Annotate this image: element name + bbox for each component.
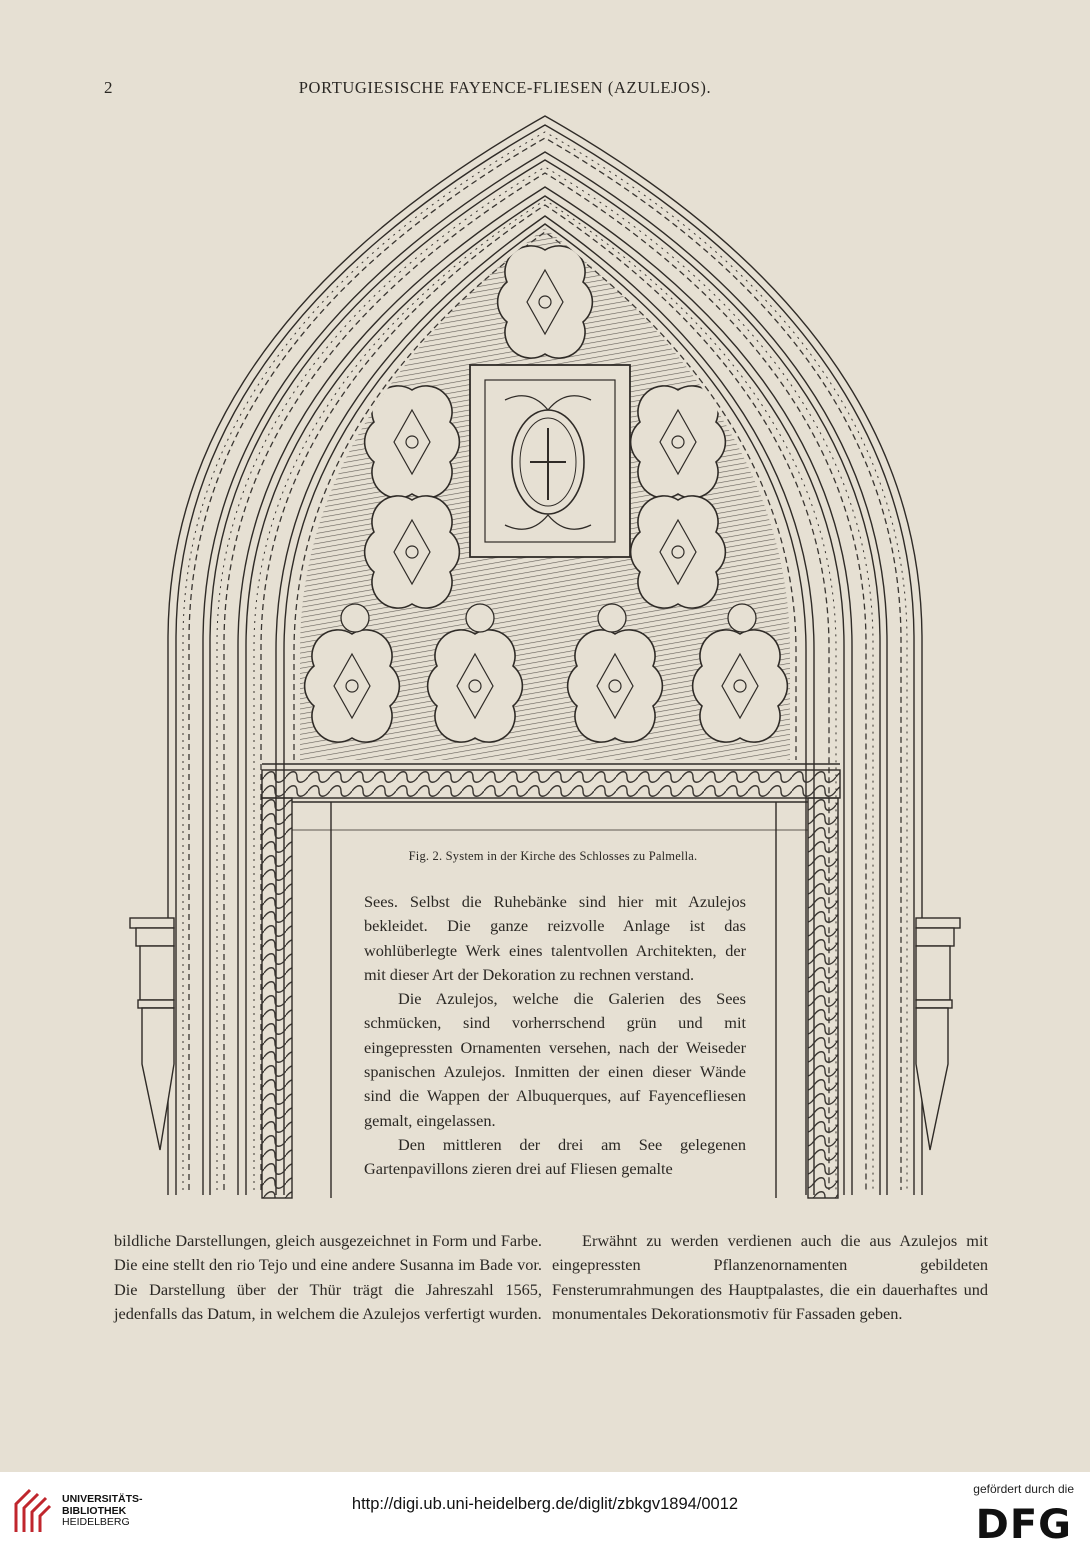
library-name-line: UNIVERSITÄTS-: [62, 1493, 143, 1505]
dfg-logo: DFG: [975, 1502, 1072, 1548]
permalink-url[interactable]: http://digi.ub.uni-heidelberg.de/diglit/zbkgv1894/0012: [351, 1495, 739, 1513]
funding-note: gefördert durch die: [973, 1482, 1074, 1496]
paragraph: Erwähnt zu werden verdienen auch die aus Azulejos mit eingepressten Pflanzenornamenten gebildeten Fensterumrahmungen des Hauptpalastes, die ein dauerhaftes und monumentales Dekorationsmotiv für Fassaden geben.: [552, 1231, 988, 1324]
running-title: PORTUGIESISCHE FAYENCE-FLIESEN (AZULEJOS).: [298, 78, 712, 97]
library-name-line: HEIDELBERG: [62, 1516, 130, 1528]
paragraph: Die Azulejos, welche die Galerien des Sees schmücken, sind vorherrschend grün und mit eingepressten Ornamenten versehen, nach der Weiseder spanischen Azulejos. Inmitten der einen dieser Wände sind die Wappen der Albuquerques, auf Fayencefliesen gemalt, eingelassen.: [364, 989, 746, 1130]
right-column-text: [552, 1229, 988, 1327]
inner-text-block: [364, 890, 746, 1182]
paragraph: bildliche Darstellungen, gleich ausgezeichnet in Form und Farbe. Die eine stellt den rio Tejo und eine andere Susanna im Bade vor. Die Darstellung über der Thür trägt die Jahreszahl 1565, jedenfalls das Datum, in welchem die Azulejos verfertigt wurden.: [114, 1231, 542, 1324]
page-number: 2: [104, 78, 113, 97]
left-column-text: [114, 1229, 542, 1327]
figure-caption: Fig. 2. System in der Kirche des Schlosses zu Palmella.: [408, 849, 698, 863]
coat-of-arms-panel: [470, 365, 630, 557]
library-name-line: BIBLIOTHEK: [62, 1504, 127, 1517]
lintel-frieze: [262, 764, 840, 802]
paragraph: Den mittleren der drei am See gelegenen Gartenpavillons zieren drei auf Fliesen gemalte: [364, 1134, 746, 1179]
viewer-footer: [0, 1472, 1090, 1551]
paragraph: Sees. Selbst die Ruhebänke sind hier mit Azulejos bekleidet. Die ganze reizvolle Anlage ist das wohlüberlegte Werk eines talentvollen Architekten, der mit dieser Art der Dekoration zu rechnen verstand.: [364, 892, 746, 984]
